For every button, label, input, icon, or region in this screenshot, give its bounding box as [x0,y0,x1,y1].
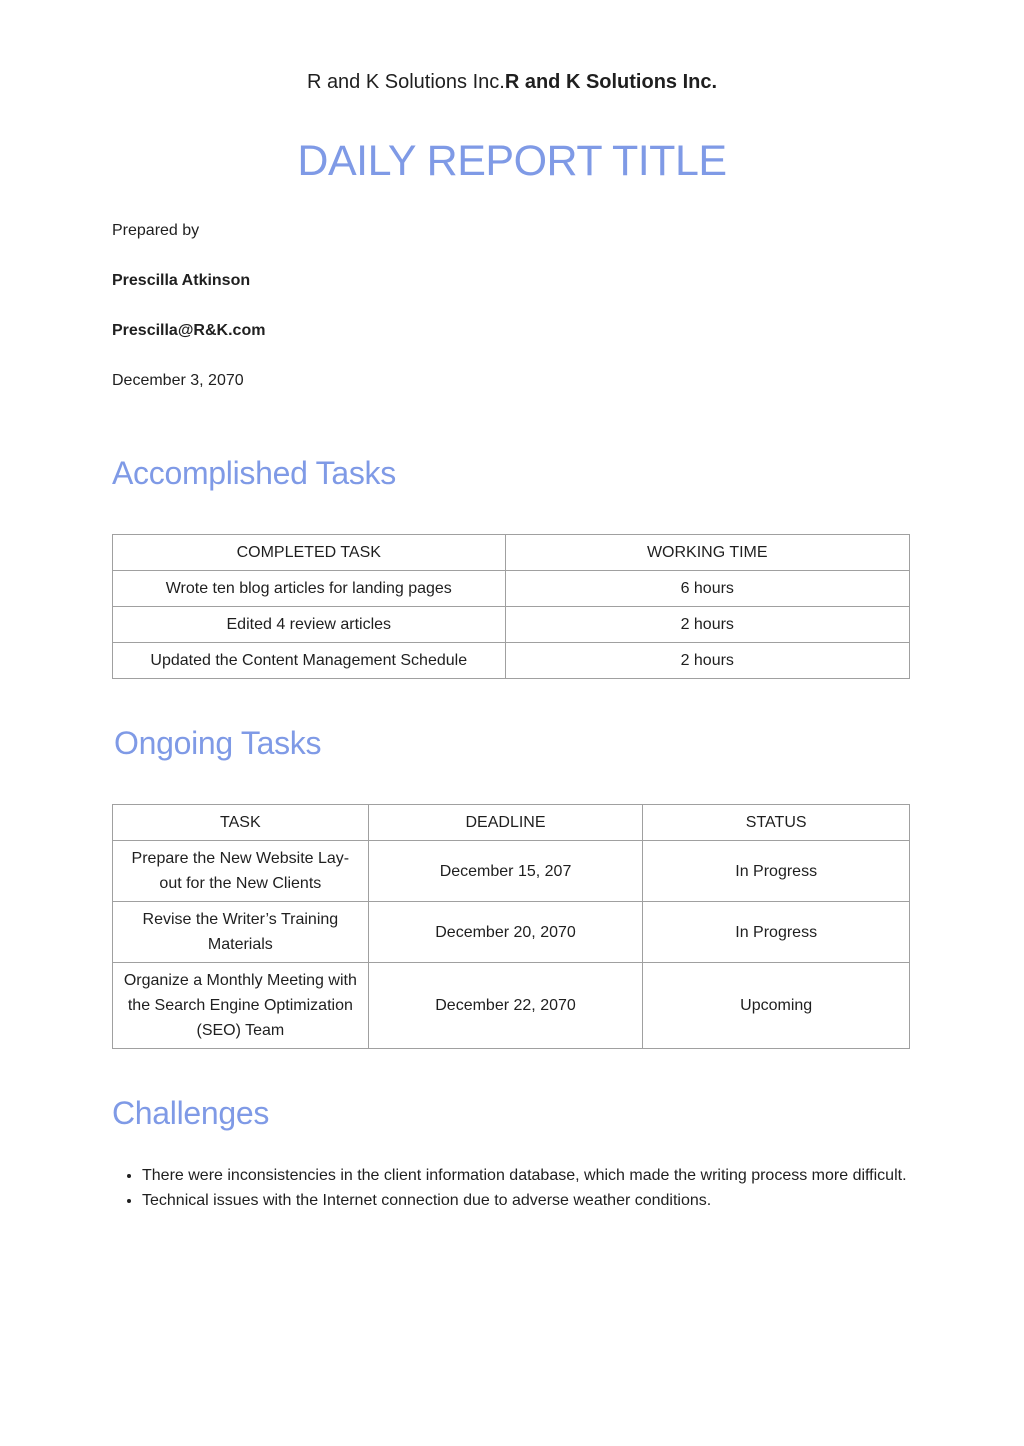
task-cell: Organize a Monthly Meeting with the Search Engine Optimization (SEO) Team [113,963,369,1049]
company-name [0,68,1024,96]
table-row [113,643,910,679]
status-cell: Upcoming [643,963,910,1049]
document-title: DAILY REPORT TITLE [297,137,727,185]
table-row [113,963,910,1049]
column-header-completed-task: COMPLETED TASK [113,535,506,571]
challenges-heading: Challenges [112,1095,270,1131]
ongoing-tasks-table [112,804,910,1049]
company-name-bold: R and K Solutions Inc. [504,71,718,93]
accomplished-tasks-heading: Accomplished Tasks [112,455,396,491]
table-row [113,571,910,607]
working-time-cell: 2 hours [505,607,909,643]
preparer-name: Prescilla Atkinson [112,272,251,289]
table-header-row [113,535,910,571]
accomplished-tasks-table [112,534,910,679]
completed-task-cell: Updated the Content Management Schedule [113,643,506,679]
status-cell: In Progress [643,902,910,963]
prepared-by-label: Prepared by [112,222,200,239]
deadline-cell: December 20, 2070 [368,902,643,963]
task-cell: Revise the Writer’s Training Materials [113,902,369,963]
task-cell: Prepare the New Website Lay-out for the New Clients [113,841,369,902]
ongoing-tasks-heading: Ongoing Tasks [114,725,322,761]
report-date: December 3, 2070 [112,372,244,389]
challenges-list [112,1163,962,1213]
column-header-status: STATUS [643,805,910,841]
working-time-cell: 2 hours [505,643,909,679]
table-row [113,607,910,643]
completed-task-cell: Wrote ten blog articles for landing pages [113,571,506,607]
table-header-row [113,805,910,841]
working-time-cell: 6 hours [505,571,909,607]
column-header-task: TASK [113,805,369,841]
deadline-cell: December 22, 2070 [368,963,643,1049]
completed-task-cell: Edited 4 review articles [113,607,506,643]
column-header-deadline: DEADLINE [368,805,643,841]
table-row [113,841,910,902]
company-name-regular: R and K Solutions Inc. [306,71,505,93]
column-header-working-time: WORKING TIME [505,535,909,571]
status-cell: In Progress [643,841,910,902]
preparer-email: Prescilla@R&K.com [112,322,266,339]
deadline-cell: December 15, 207 [368,841,643,902]
table-row [113,902,910,963]
list-item: • There were inconsistencies in the client information database, which made the writing process more difficult. [142,1163,962,1188]
list-item: • Technical issues with the Internet connection due to adverse weather conditions. [142,1188,962,1213]
